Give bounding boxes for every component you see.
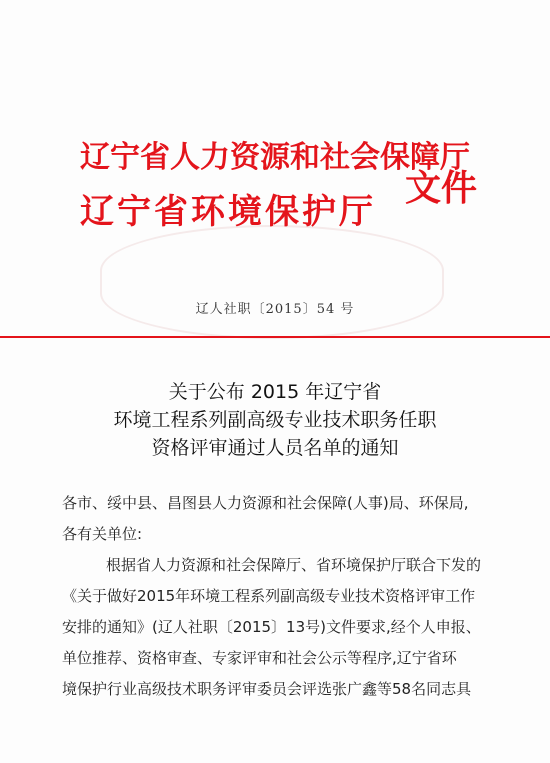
paragraph-line: 《关于做好2015年环境工程系列副高级专业技术资格评审工作 <box>62 587 476 605</box>
paragraph-line: 根据省人力资源和社会保障厅、省环境保护厅联合下发的 <box>106 556 482 574</box>
paragraph-line: 安排的通知》(辽人社职〔2015〕13号)文件要求,经个人申报、 <box>62 618 481 636</box>
title-line-1: 关于公布 2015 年辽宁省 <box>168 381 382 403</box>
issuer-line-2: 辽宁省环境保护厅 <box>80 192 376 232</box>
notice-title <box>0 378 550 462</box>
red-divider <box>0 336 550 338</box>
document-number: 辽人社职〔2015〕54 号 <box>195 302 355 317</box>
title-line-2: 环境工程系列副高级专业技术职务任职 <box>113 409 437 431</box>
document-label: 文件 <box>405 168 478 209</box>
paragraph-line: 单位推荐、资格审查、专家评审和社会公示等程序,辽宁省环 <box>62 649 457 667</box>
notice-body <box>62 488 502 705</box>
document-header <box>80 128 500 248</box>
issuer-line-1: 辽宁省人力资源和社会保障厅 <box>80 140 470 175</box>
addressee-line-1: 各市、绥中县、昌图县人力资源和社会保障(人事)局、环保局, <box>62 494 469 512</box>
paragraph-line: 境保护行业高级技术职务评审委员会评选张广鑫等58名同志具 <box>62 680 472 698</box>
title-line-3: 资格评审通过人员名单的通知 <box>151 437 399 459</box>
addressee-line-2: 各有关单位: <box>62 525 143 543</box>
